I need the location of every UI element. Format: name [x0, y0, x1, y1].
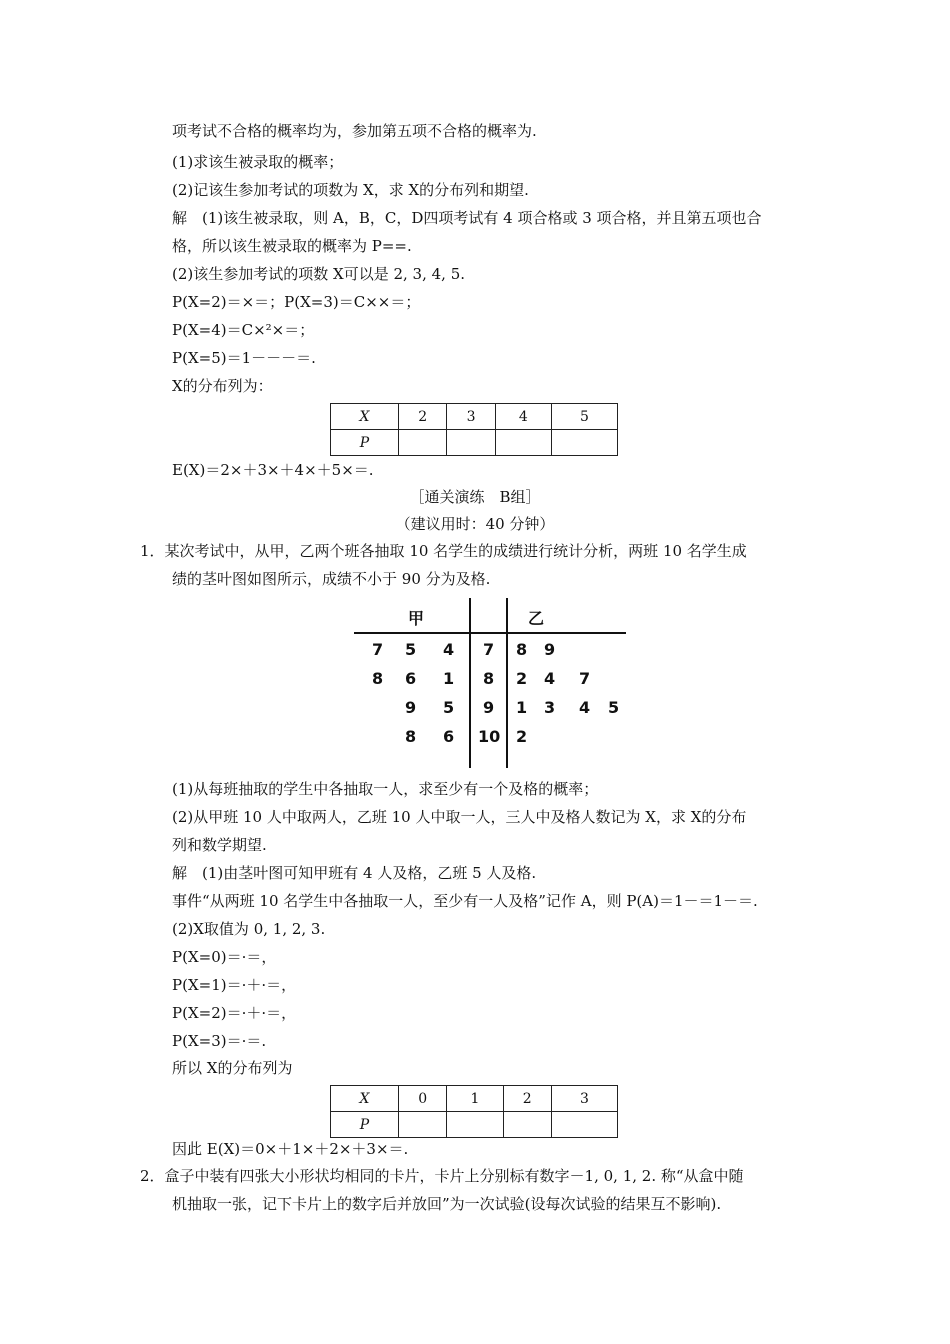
leaf-right: 1 [516, 698, 528, 717]
stem-leaf-plot [350, 598, 630, 768]
table-cell [503, 1112, 551, 1138]
table-cell: P [331, 430, 399, 456]
table-cell: 2 [399, 404, 447, 430]
leaf-left: 5 [443, 698, 455, 717]
text-line: (2)从甲班 10 人中取两人，乙班 10 人中取一人，三人中及格人数记为 X，求 X的分布 [172, 808, 747, 826]
text-line: 因此 E(X)＝0×＋1×＋2×＋3×＝. [172, 1140, 409, 1158]
stem-value: 9 [483, 698, 495, 717]
text-line: 所以 X的分布列为 [172, 1059, 293, 1077]
leaf-right: 3 [544, 698, 556, 717]
stem-value: 7 [483, 640, 495, 659]
text-line: (2)记该生参加考试的项数为 X，求 X的分布列和期望. [172, 181, 529, 199]
leaf-left: 7 [372, 640, 384, 659]
leaf-right: 2 [516, 669, 528, 688]
text-line: P(X=0)＝·＝， [172, 948, 277, 966]
leaf-left: 8 [405, 727, 417, 746]
question-2-line: 机抽取一张，记下卡片上的数字后并放回”为一次试验(设每次试验的结果互不影响). [172, 1195, 722, 1213]
distribution-table-1 [330, 403, 618, 456]
table-cell [447, 1112, 503, 1138]
leaf-left: 8 [372, 669, 384, 688]
leaf-right: 7 [579, 669, 591, 688]
leaf-right: 4 [544, 669, 556, 688]
leaf-right: 8 [516, 640, 528, 659]
table-cell [447, 430, 495, 456]
table-cell: 3 [551, 1086, 617, 1112]
text-line: P(X=2)＝·＋·＝， [172, 1004, 297, 1022]
section-title: ［通关演练 B组］ [409, 488, 541, 506]
table-cell [495, 430, 551, 456]
table-cell: X [331, 404, 399, 430]
question-1-line: 1．某次考试中，从甲，乙两个班各抽取 10 名学生的成绩进行统计分析，两班 10 名学生成 [140, 542, 747, 560]
label-yi: 乙 [528, 609, 545, 628]
label-jia: 甲 [408, 609, 425, 628]
text-line: (1)求该生被录取的概率； [172, 153, 344, 171]
distribution-table-2 [330, 1085, 618, 1138]
text-line: 事件“从两班 10 名学生中各抽取一人，至少有一人及格”记作 A，则 P(A)＝1－＝1－＝. [172, 892, 758, 910]
leaf-right: 4 [579, 698, 591, 717]
text-line: (2)X取值为 0, 1, 2, 3. [172, 920, 326, 938]
text-line: P(X=2)＝×＝；P(X=3)＝C××＝； [172, 293, 421, 311]
leaf-left: 6 [405, 669, 417, 688]
text-line: P(X=1)＝·＋·＝， [172, 976, 297, 994]
table-cell [399, 430, 447, 456]
leaf-right: 5 [608, 698, 620, 717]
plot-vertical-line-left [469, 598, 471, 768]
text-line: 解 (1)该生被录取，则 A，B，C，D四项考试有 4 项合格或 3 项合格，并且第五项也合 [172, 209, 762, 227]
stem-value: 10 [478, 727, 501, 746]
leaf-left: 4 [443, 640, 455, 659]
text-line: 格，所以该生被录取的概率为 P==. [172, 237, 412, 255]
text-line: 解 (1)由茎叶图可知甲班有 4 人及格，乙班 5 人及格. [172, 864, 537, 882]
table-cell [551, 430, 617, 456]
text-line: P(X=5)＝1－－－＝. [172, 349, 316, 367]
text-line: 项考试不合格的概率均为，参加第五项不合格的概率为. [172, 122, 537, 140]
table-cell [551, 1112, 617, 1138]
table-cell: 2 [503, 1086, 551, 1112]
text-line: X的分布列为： [172, 377, 273, 395]
plot-vertical-line-right [506, 598, 508, 768]
table-cell: 1 [447, 1086, 503, 1112]
text-line: (1)从每班抽取的学生中各抽取一人，求至少有一个及格的概率； [172, 780, 599, 798]
text-line: 列和数学期望. [172, 836, 267, 854]
text-line: P(X=4)＝C×²×＝； [172, 321, 315, 339]
question-2-line: 2．盒子中装有四张大小形状均相同的卡片，卡片上分别标有数字－1, 0, 1, 2. 称“从盒中随 [140, 1167, 744, 1185]
table-cell: 3 [447, 404, 495, 430]
table-cell [399, 1112, 447, 1138]
text-line: P(X=3)＝·＝. [172, 1032, 267, 1050]
leaf-left: 5 [405, 640, 417, 659]
text-line: (2)该生参加考试的项数 X可以是 2, 3, 4, 5. [172, 265, 466, 283]
section-time: （建议用时：40 分钟） [395, 515, 555, 533]
table-cell: 5 [551, 404, 617, 430]
plot-horizontal-line [354, 632, 626, 634]
leaf-right: 9 [544, 640, 556, 659]
leaf-left: 9 [405, 698, 417, 717]
leaf-left: 6 [443, 727, 455, 746]
table-cell: X [331, 1086, 399, 1112]
leaf-left: 1 [443, 669, 455, 688]
table-cell: 4 [495, 404, 551, 430]
table-cell: P [331, 1112, 399, 1138]
question-1-line: 绩的茎叶图如图所示，成绩不小于 90 分为及格. [172, 570, 491, 588]
table-cell: 0 [399, 1086, 447, 1112]
stem-value: 8 [483, 669, 495, 688]
leaf-right: 2 [516, 727, 528, 746]
text-line: E(X)＝2×＋3×＋4×＋5×＝. [172, 461, 374, 479]
